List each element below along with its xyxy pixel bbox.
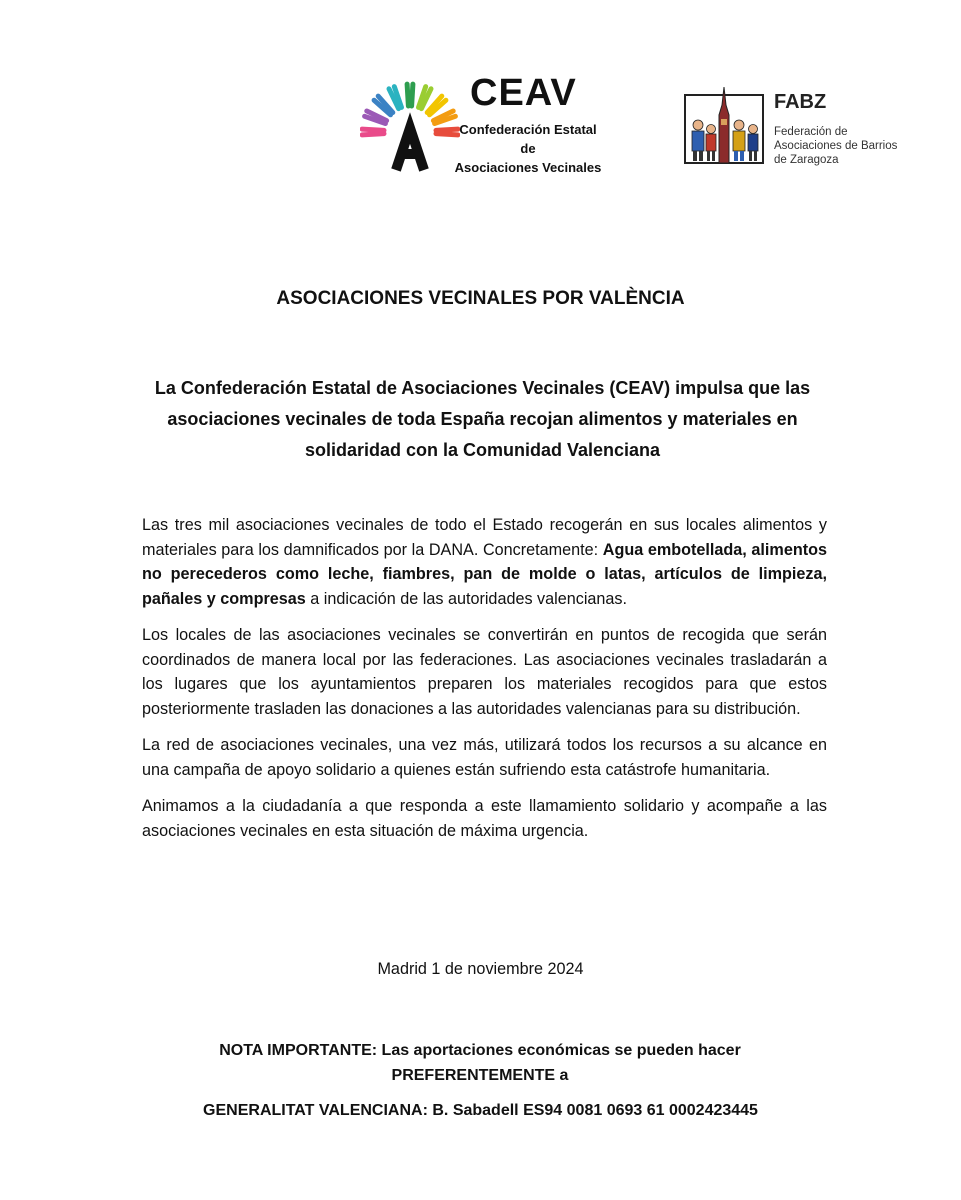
ceav-full-name bbox=[448, 120, 608, 177]
bank-account-info: GENERALITAT VALENCIANA: B. Sabadell ES94 0081 0693 61 0002423445 bbox=[203, 1102, 758, 1119]
paragraph-text: Las tres mil asociaciones vecinales de todo el Estado recogerán en sus locales alimentos y materiales para los damnificados por la DANA. Concretamente: bbox=[142, 516, 827, 559]
ceav-name-line: de bbox=[520, 141, 536, 156]
fabz-name-line: de Zaragoza bbox=[774, 154, 839, 166]
fabz-logo bbox=[684, 85, 914, 175]
ceav-acronym: CEAV bbox=[470, 72, 577, 114]
fabz-name-line: Asociaciones de Barrios bbox=[774, 140, 898, 152]
paragraph-text: a indicación de las autoridades valencianas. bbox=[305, 589, 628, 608]
body-paragraph-2: Los locales de las asociaciones vecinales se convertirán en puntos de recogida que serán coordinados de manera local por las federaciones. Las asociaciones vecinales trasladarán a los lugares que los ayuntamientos preparen los materiales recogidos para que estos posteriormente trasladen las donaciones a las autoridades valencianas para su distribución. bbox=[142, 626, 827, 718]
ceav-ray bbox=[362, 134, 384, 135]
note-line: PREFERENTEMENTE a bbox=[391, 1067, 569, 1084]
fabz-people-tower-logo-icon bbox=[684, 85, 764, 165]
ceav-ray bbox=[362, 129, 384, 130]
note-line: NOTA IMPORTANTE: Las aportaciones económicas se pueden hacer bbox=[219, 1042, 741, 1059]
important-note bbox=[180, 1038, 780, 1088]
body-paragraph-3: La red de asociaciones vecinales, una vez más, utilizará todos los recursos a su alcance en una campaña de apoyo solidario a quienes están sufriendo esta catástrofe humanitaria. bbox=[142, 736, 827, 779]
body-paragraph-4: Animamos a la ciudadanía a que responda a este llamamiento solidario y acompañe a las asociaciones vecinales en esta situación de máxima urgencia. bbox=[142, 797, 827, 840]
ceav-ray bbox=[412, 84, 413, 106]
ceav-logo bbox=[360, 70, 620, 180]
fabz-full-name bbox=[774, 125, 914, 167]
document-date: Madrid 1 de noviembre 2024 bbox=[377, 960, 584, 978]
body-paragraph-1 bbox=[142, 513, 827, 611]
paragraph-bold-text: Agua embotellada, alimentos no perecederos como leche, fiambres, pan de molde o latas, artículos de limpieza, pañales y compresas bbox=[142, 540, 827, 608]
ceav-starburst-logo-icon bbox=[360, 70, 460, 175]
fabz-acronym: FABZ bbox=[774, 91, 827, 113]
fabz-name-line: Federación de bbox=[774, 126, 848, 138]
document-subtitle: La Confederación Estatal de Asociaciones Vecinales (CEAV) impulsa que las asociaciones vecinales de toda España recojan alimentos y materiales en solidaridad con la Comunidad Valenciana bbox=[154, 378, 811, 460]
ceav-ray bbox=[407, 84, 408, 106]
ceav-name-line: Asociaciones Vecinales bbox=[454, 160, 602, 175]
ceav-name-line: Confederación Estatal bbox=[459, 122, 597, 137]
document-body bbox=[142, 513, 827, 855]
document-title: ASOCIACIONES VECINALES POR VALÈNCIA bbox=[276, 288, 685, 309]
